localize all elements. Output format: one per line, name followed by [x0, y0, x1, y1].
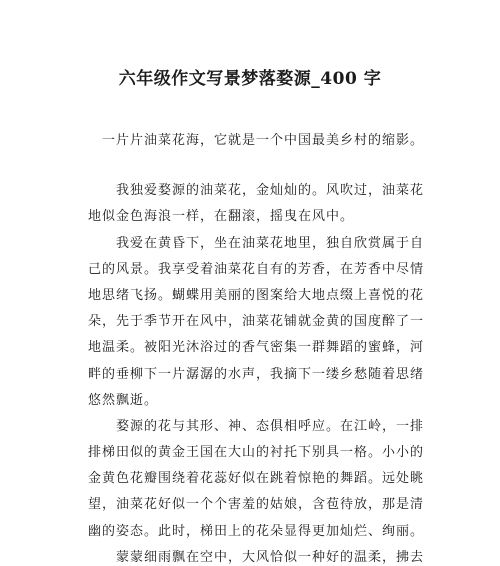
paragraph-3-line-1: 婺源的花与其形、神、态俱相呼应。在江岭，一排 [88, 418, 425, 434]
paragraph-2-line-6: 畔的垂柳下一片潺潺的水声，我摘下一缕乡愁随着思绪 [88, 366, 425, 382]
paragraph-2-line-5: 地温柔。被阳光沐浴过的香气密集一群舞蹈的蜜蜂，河 [88, 340, 425, 356]
document-body [88, 128, 425, 566]
paragraph-3-line-2: 排梯田似的黄金王国在大山的衬托下别具一格。小小的 [88, 445, 425, 461]
paragraph-4-line-1: 蒙蒙细雨飘在空中，大风恰似一种好的温柔，拂去 [88, 549, 425, 565]
paragraph-3-line-4: 望，油菜花好似一个个害羞的姑娘，含苞待放，那是清 [88, 497, 425, 513]
document-title: 六年级作文写景梦落婺源_400 字 [118, 69, 382, 89]
paragraph-2-line-3: 地思绪飞扬。蝴蝶用美丽的图案给大地点缀上喜悦的花 [88, 287, 425, 303]
intro-line: 一片片油菜花海，它就是一个中国最美乡村的缩影。 [88, 133, 425, 148]
paragraph-1-line-1: 我独爱婺源的油菜花，金灿灿的。风吹过，油菜花 [88, 183, 425, 199]
paragraph-3-line-5: 幽的姿态。此时，梯田上的花朵显得更加灿烂、绚丽。 [88, 523, 425, 539]
paragraph-gap [88, 154, 422, 178]
paragraph-2-line-1: 我爱在黄昏下，坐在油菜花地里，独自欣赏属于自 [88, 235, 425, 251]
paragraph-2-line-4: 朵，先于季节开在风中，油菜花铺就金黄的国度醉了一 [88, 314, 425, 330]
paragraph-2-line-7: 悠然飘逝。 [88, 392, 159, 408]
paragraph-1-line-2: 地似金色海浪一样，在翻滚，摇曳在风中。 [88, 209, 355, 225]
paragraph-2-line-2: 己的风景。我享受着油菜花自有的芳香，在芳香中尽情 [88, 261, 425, 277]
paragraph-3-line-3: 金黄色花瓣围绕着花蕊好似在跳着惊艳的舞蹈。远处眺 [88, 471, 425, 487]
